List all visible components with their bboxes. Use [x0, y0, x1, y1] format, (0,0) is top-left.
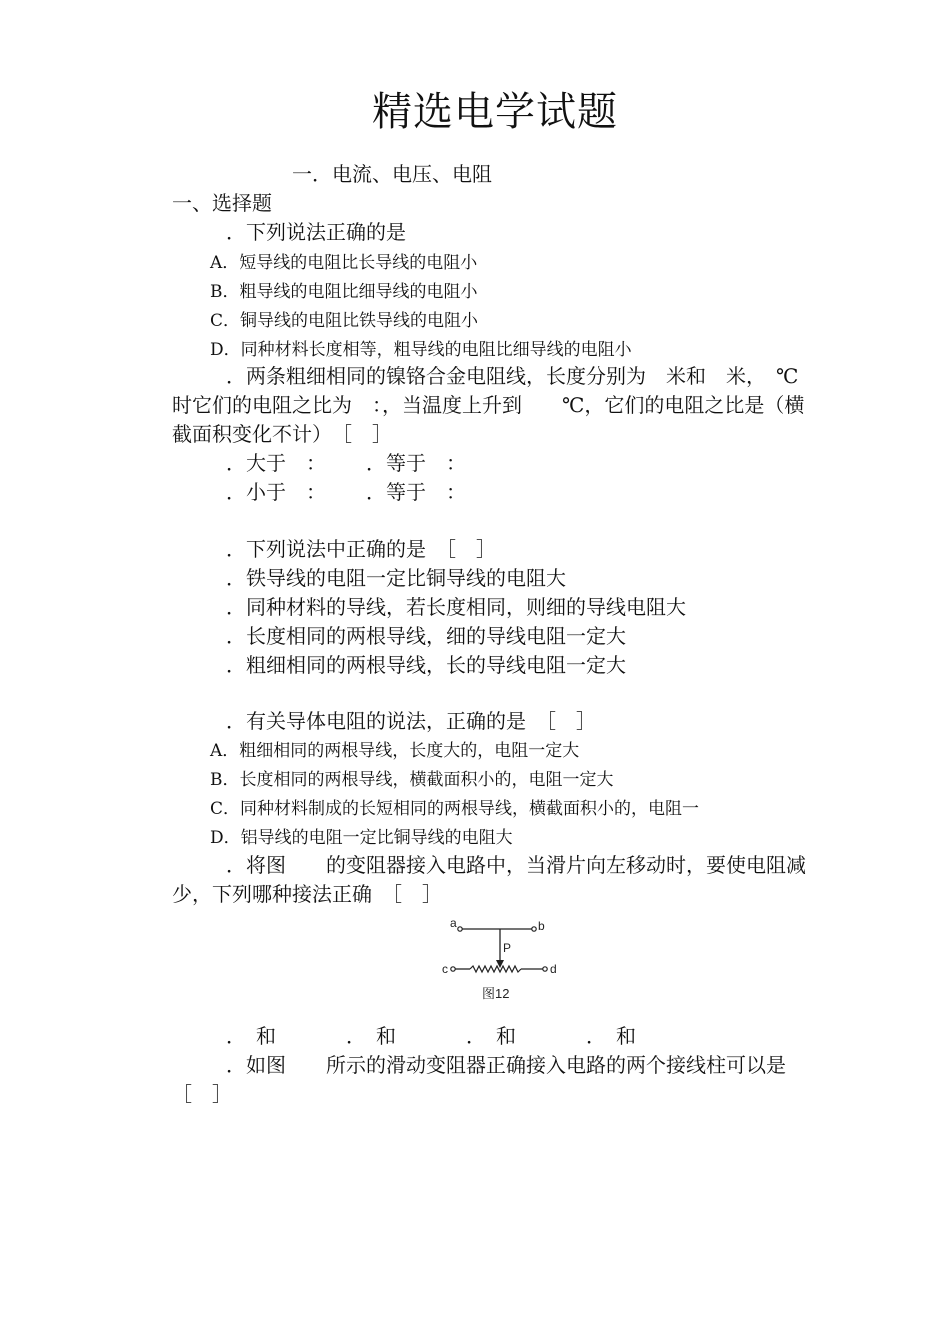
question-1-option-a: A．短导线的电阻比长导线的电阻小	[210, 253, 478, 273]
rheostat-diagram	[436, 912, 566, 1004]
question-1-stem: ．下列说法正确的是	[226, 220, 406, 244]
terminal-b	[532, 927, 536, 931]
label-d: d	[550, 962, 557, 976]
question-5-option-3: ． 和	[466, 1024, 516, 1048]
question-4-option-a: A．粗细相同的两根导线，长度大的，电阻一定大	[210, 741, 580, 761]
question-6-line-1: ．如图 所示的滑动变阻器正确接入电路的两个接线柱可以是	[226, 1053, 786, 1077]
question-2-option-1: ．大于 ：	[226, 451, 326, 475]
terminal-d	[543, 967, 547, 971]
part-heading: 一、选择题	[172, 191, 272, 215]
terminal-a	[458, 927, 462, 931]
question-5-line-2: 少，下列哪种接法正确 ［ ］	[172, 882, 442, 906]
label-c: c	[442, 962, 448, 976]
question-4-stem: ．有关导体电阻的说法，正确的是 ［ ］	[226, 709, 596, 733]
question-3-option-2: ．同种材料的导线，若长度相同，则细的导线电阻大	[226, 595, 686, 619]
question-5-option-2: ． 和	[346, 1024, 396, 1048]
question-3-option-3: ．长度相同的两根导线，细的导线电阻一定大	[226, 624, 626, 648]
label-p: P	[503, 941, 512, 955]
question-3-option-4: ．粗细相同的两根导线，长的导线电阻一定大	[226, 653, 626, 677]
section-heading: 一．电流、电压、电阻	[292, 162, 492, 186]
question-6-line-2: ［ ］	[172, 1082, 232, 1106]
question-5-option-4: ． 和	[586, 1024, 636, 1048]
question-1-option-b: B．粗导线的电阻比细导线的电阻小	[210, 282, 478, 302]
question-4-option-c: C．同种材料制成的长短相同的两根导线，横截面积小的，电阻一	[210, 799, 700, 819]
question-2-line-3: 截面积变化不计） ［ ］	[172, 422, 392, 446]
question-4-option-d: D．铝导线的电阻一定比铜导线的电阻大	[210, 828, 513, 848]
figure-caption: 图12	[482, 986, 510, 1001]
question-2-line-1: ．两条粗细相同的镍铬合金电阻线，长度分别为 米和 米， ℃	[226, 364, 799, 388]
label-a: a	[450, 916, 457, 930]
question-2-line-2: 时它们的电阻之比为 ：，当温度上升到 ℃，它们的电阻之比是（横	[172, 393, 805, 417]
resistance-coil	[470, 966, 521, 972]
question-2-option-4: ．等于 ：	[366, 480, 466, 504]
label-b: b	[538, 919, 545, 933]
page-title: 精选电学试题	[372, 89, 618, 135]
terminal-c	[451, 967, 455, 971]
question-2-option-3: ．小于 ：	[226, 480, 326, 504]
rheostat-figure	[436, 912, 566, 1004]
question-2-option-2: ．等于 ：	[366, 451, 466, 475]
question-4-option-b: B．长度相同的两根导线，横截面积小的，电阻一定大	[210, 770, 614, 790]
question-3-stem: ．下列说法中正确的是 ［ ］	[226, 537, 496, 561]
question-5-line-1: ．将图 的变阻器接入电路中，当滑片向左移动时，要使电阻减	[226, 853, 806, 877]
question-1-option-d: D．同种材料长度相等，粗导线的电阻比细导线的电阻小	[210, 340, 632, 360]
question-5-option-1: ． 和	[226, 1024, 276, 1048]
question-3-option-1: ．铁导线的电阻一定比铜导线的电阻大	[226, 566, 566, 590]
question-1-option-c: C．铜导线的电阻比铁导线的电阻小	[210, 311, 479, 331]
